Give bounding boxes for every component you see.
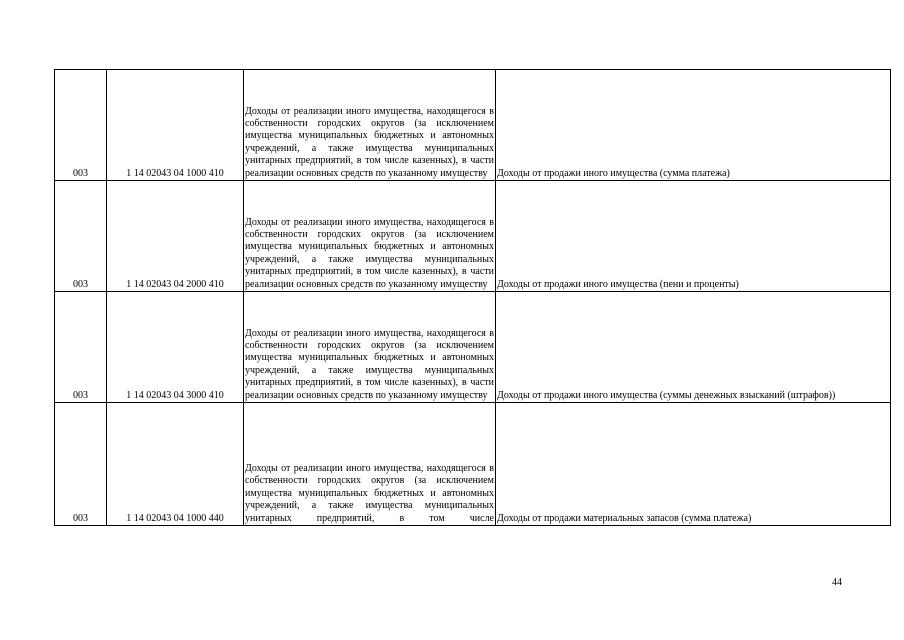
note-cell: Доходы от продажи иного имущества (суммы денежных взысканий (штрафов)) (496, 292, 891, 403)
kbk-code-cell: 1 14 02043 04 2000 410 (107, 181, 244, 292)
budget-revenue-table (54, 69, 891, 526)
admin-code-cell: 003 (55, 403, 107, 526)
table-row (55, 70, 891, 181)
table-row (55, 181, 891, 292)
kbk-code-cell: 1 14 02043 04 1000 440 (107, 403, 244, 526)
note-cell: Доходы от продажи иного имущества (пени и проценты) (496, 181, 891, 292)
note-cell: Доходы от продажи материальных запасов (сумма платежа) (496, 403, 891, 526)
description-cell: Доходы от реализации иного имущества, находящегося в собственности городских округов (за исключением имущества муниципальных бюджетных и автономных учреждений, а также имущества муниципальных унитарных предприятий, в том числе казенных), в части реализации основных средств по указанному имуществу (244, 292, 496, 403)
admin-code-cell: 003 (55, 70, 107, 181)
kbk-code-cell: 1 14 02043 04 3000 410 (107, 292, 244, 403)
description-cell: Доходы от реализации иного имущества, находящегося в собственности городских округов (за исключением имущества муниципальных бюджетных и автономных учреждений, а также имущества муниципальных унитарных предприятий, в том числе (244, 403, 496, 526)
description-cell: Доходы от реализации иного имущества, находящегося в собственности городских округов (за исключением имущества муниципальных бюджетных и автономных учреждений, а также имущества муниципальных унитарных предприятий, в том числе казенных), в части реализации основных средств по указанному имуществу (244, 70, 496, 181)
description-cell: Доходы от реализации иного имущества, находящегося в собственности городских округов (за исключением имущества муниципальных бюджетных и автономных учреждений, а также имущества муниципальных унитарных предприятий, в том числе казенных), в части реализации основных средств по указанному имуществу (244, 181, 496, 292)
table-row (55, 403, 891, 526)
admin-code-cell: 003 (55, 181, 107, 292)
table-row (55, 292, 891, 403)
kbk-code-cell: 1 14 02043 04 1000 410 (107, 70, 244, 181)
note-cell: Доходы от продажи иного имущества (сумма платежа) (496, 70, 891, 181)
admin-code-cell: 003 (55, 292, 107, 403)
page-number: 44 (832, 577, 842, 588)
